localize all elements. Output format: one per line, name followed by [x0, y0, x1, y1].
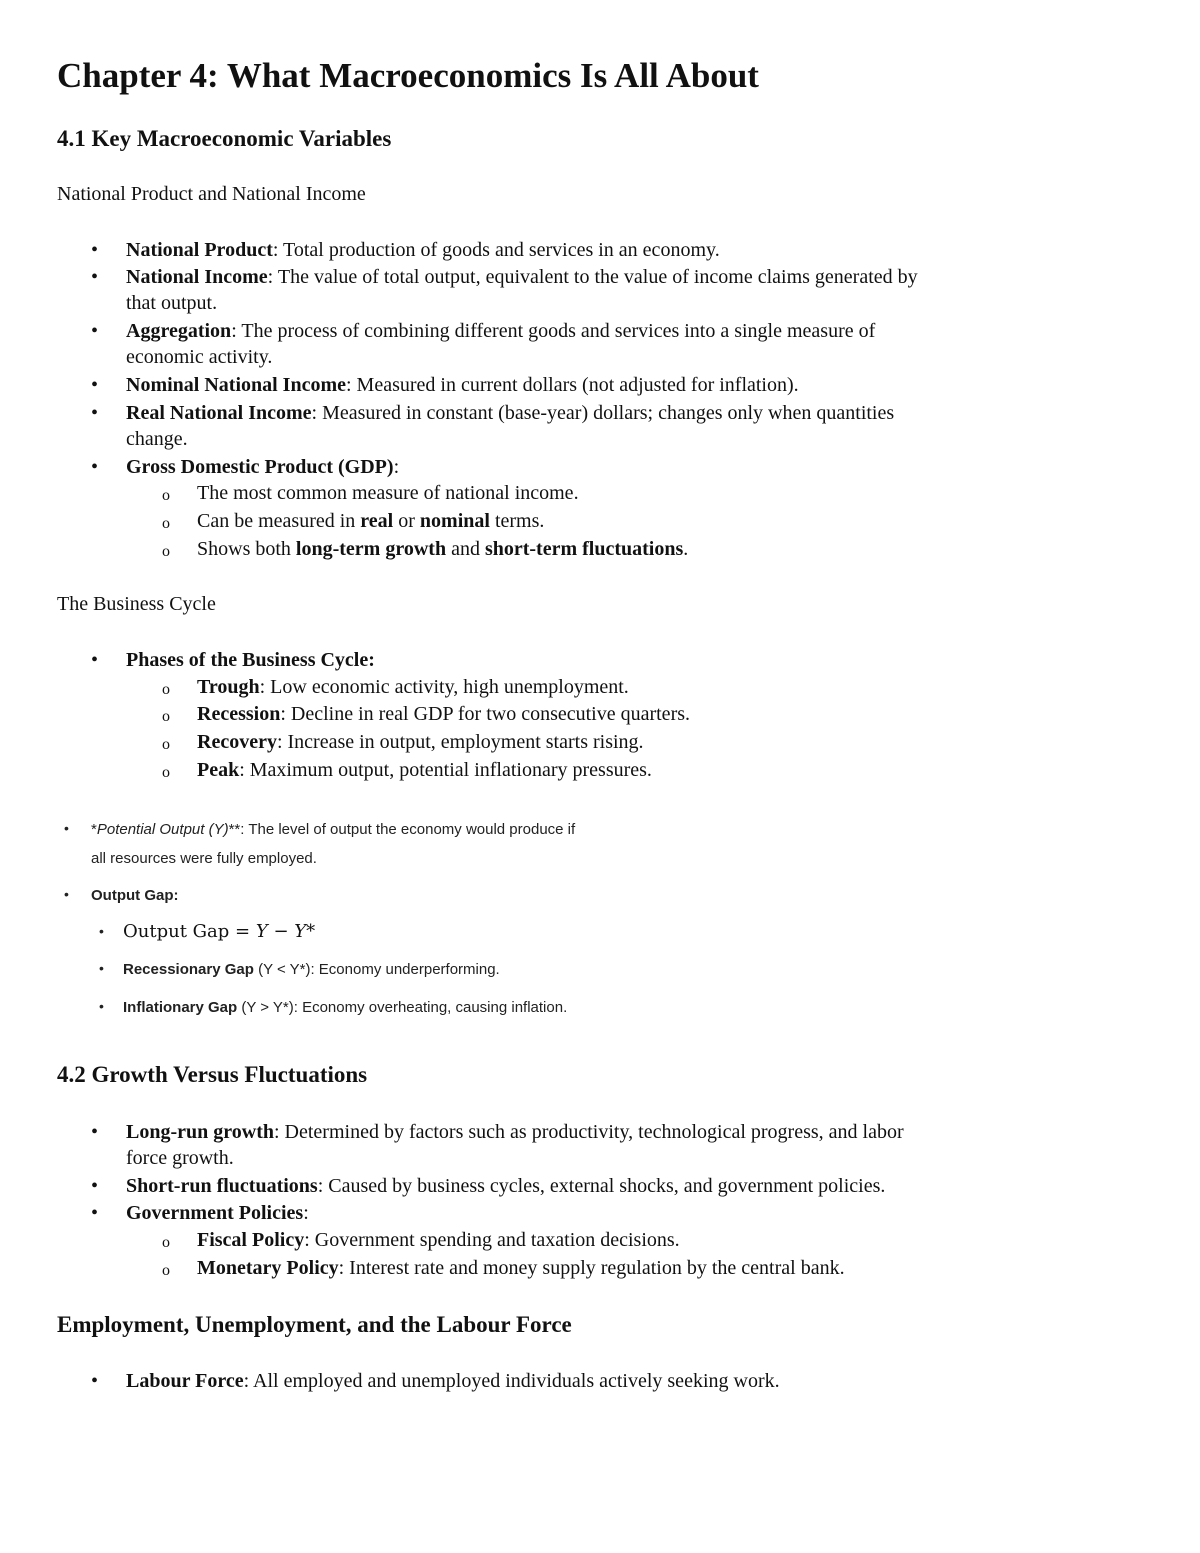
list-item: Nominal National Income: Measured in current dollars (not adjusted for inflation).	[126, 374, 799, 396]
bullet-icon	[91, 1173, 98, 1200]
list-item-continuation: economic activity.	[126, 346, 273, 368]
subheading-business-cycle: The Business Cycle	[57, 593, 216, 615]
recessionary-gap-item: Recessionary Gap (Y < Y*): Economy underperforming.	[123, 961, 500, 978]
list-item: Long-run growth: Determined by factors such as productivity, technological progress, and labor	[126, 1121, 904, 1143]
circle-bullet-icon: o	[162, 1234, 170, 1251]
circle-bullet-icon: o	[162, 736, 170, 753]
bullet-icon	[91, 454, 98, 481]
output-gap-label: Output Gap:	[91, 887, 179, 904]
list-item-continuation: change.	[126, 428, 188, 450]
list-item: Short-run fluctuations: Caused by business cycles, external shocks, and government policies.	[126, 1175, 886, 1197]
sub-list-item: Recovery: Increase in output, employment starts rising.	[197, 731, 644, 753]
bullet-icon	[91, 400, 98, 427]
bullet-icon: •	[64, 820, 69, 836]
bullet-icon: •	[99, 998, 104, 1014]
sub-list-item: Monetary Policy: Interest rate and money supply regulation by the central bank.	[197, 1257, 845, 1279]
bullet-icon	[91, 1119, 98, 1146]
sub-list-item: Trough: Low economic activity, high unemployment.	[197, 676, 629, 698]
list-item-continuation: that output.	[126, 292, 218, 314]
list-item: Phases of the Business Cycle:	[126, 649, 375, 671]
bullet-icon	[91, 237, 98, 264]
sub-list-item: Peak: Maximum output, potential inflationary pressures.	[197, 759, 652, 781]
circle-bullet-icon: o	[162, 487, 170, 504]
list-item: Aggregation: The process of combining different goods and services into a single measure of	[126, 320, 876, 342]
bullet-icon	[91, 318, 98, 345]
list-item: Labour Force: All employed and unemployed individuals actively seeking work.	[126, 1370, 780, 1392]
potential-output-continuation: all resources were fully employed.	[91, 850, 317, 867]
bullet-icon	[91, 264, 98, 291]
list-item-continuation: force growth.	[126, 1147, 234, 1169]
list-item: Gross Domestic Product (GDP):	[126, 456, 400, 478]
bullet-icon	[91, 1368, 98, 1395]
list-item: Real National Income: Measured in constant (base-year) dollars; changes only when quantities	[126, 402, 895, 424]
list-item: National Income: The value of total output, equivalent to the value of income claims generated by	[126, 266, 918, 288]
circle-bullet-icon: o	[162, 543, 170, 560]
bullet-icon: •	[99, 923, 104, 939]
circle-bullet-icon: o	[162, 1262, 170, 1279]
potential-output-item: *Potential Output (Y)**: The level of output the economy would produce if	[91, 821, 576, 838]
sub-list-item: The most common measure of national income.	[197, 482, 579, 504]
circle-bullet-icon: o	[162, 764, 170, 781]
circle-bullet-icon: o	[162, 681, 170, 698]
list-item: National Product: Total production of goods and services in an economy.	[126, 239, 720, 261]
bullet-icon: •	[99, 960, 104, 976]
list-item: Government Policies:	[126, 1202, 309, 1224]
subheading-national-product: National Product and National Income	[57, 183, 366, 205]
bullet-icon	[91, 372, 98, 399]
sub-list-item: Can be measured in real or nominal terms.	[197, 510, 545, 532]
sub-list-item: Fiscal Policy: Government spending and taxation decisions.	[197, 1229, 680, 1251]
inflationary-gap-item: Inflationary Gap (Y > Y*): Economy overheating, causing inflation.	[123, 999, 568, 1016]
section-heading-labour: Employment, Unemployment, and the Labour Force	[57, 1312, 572, 1337]
output-gap-formula: Output Gap = Y − Y*	[123, 921, 316, 942]
circle-bullet-icon: o	[162, 708, 170, 725]
page-title: Chapter 4: What Macroeconomics Is All About	[57, 56, 759, 95]
sub-list-item: Shows both long-term growth and short-term fluctuations.	[197, 538, 689, 560]
section-heading-4-1: 4.1 Key Macroeconomic Variables	[57, 126, 392, 151]
circle-bullet-icon: o	[162, 515, 170, 532]
section-heading-4-2: 4.2 Growth Versus Fluctuations	[57, 1062, 368, 1087]
sub-list-item: Recession: Decline in real GDP for two consecutive quarters.	[197, 703, 691, 725]
bullet-icon: •	[64, 886, 69, 902]
bullet-icon	[91, 1200, 98, 1227]
bullet-icon	[91, 647, 98, 674]
